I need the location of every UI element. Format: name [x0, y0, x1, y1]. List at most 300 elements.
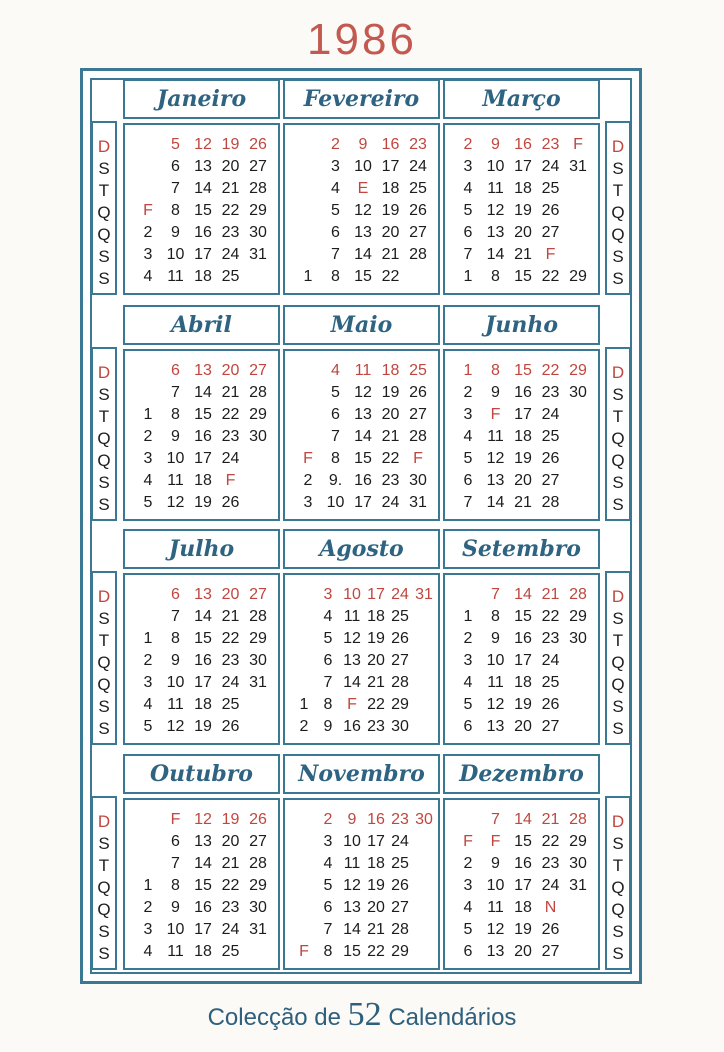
- day-number: 6: [323, 899, 333, 916]
- day-number: 26: [249, 136, 267, 153]
- day-number: 3: [463, 158, 473, 175]
- day-number: 8: [171, 877, 180, 894]
- day-number: 30: [409, 472, 427, 489]
- day-number: 25: [391, 608, 409, 625]
- day-number: 12: [486, 696, 505, 713]
- day-number: 18: [514, 428, 532, 445]
- day-number: 5: [463, 696, 473, 713]
- month-grid-março: [443, 123, 600, 295]
- day-number: 1: [463, 268, 473, 285]
- day-number: 15: [514, 608, 532, 625]
- day-number: 29: [569, 608, 587, 625]
- day-number: 29: [249, 630, 267, 647]
- weekday-letter: S: [98, 922, 110, 941]
- day-number: 13: [194, 362, 212, 379]
- weekday-column-right: [605, 796, 631, 970]
- weekday-letter: Q: [97, 900, 111, 919]
- day-number: 16: [194, 899, 212, 916]
- day-number: 29: [569, 833, 587, 850]
- weekday-letter: D: [97, 587, 111, 606]
- weekday-letter: Q: [611, 429, 625, 448]
- day-number: 10: [343, 586, 361, 603]
- day-number: 7: [463, 494, 473, 511]
- day-number: 8: [171, 630, 180, 647]
- day-number: 11: [343, 855, 361, 872]
- day-number: 28: [391, 921, 409, 938]
- day-number: 22: [221, 202, 240, 219]
- day-number: 6: [463, 224, 473, 241]
- day-number: 10: [166, 674, 185, 691]
- day-number: 31: [249, 674, 267, 691]
- day-number: 24: [541, 158, 560, 175]
- day-number: 19: [514, 921, 532, 938]
- day-number: 7: [171, 384, 180, 401]
- day-number: 18: [194, 696, 212, 713]
- weekday-letter: S: [98, 247, 110, 266]
- day-number: 11: [167, 696, 184, 713]
- day-number: 8: [491, 268, 500, 285]
- day-number: 20: [221, 586, 240, 603]
- day-number: 21: [514, 246, 532, 263]
- day-number: 21: [221, 384, 240, 401]
- day-number: 8: [491, 362, 500, 379]
- day-number: 10: [486, 158, 505, 175]
- weekday-letter: S: [612, 495, 624, 514]
- month-title: Dezembro: [443, 754, 600, 794]
- month-grid-janeiro: [123, 123, 280, 295]
- day-number: 30: [569, 630, 587, 647]
- weekday-letter: Q: [97, 429, 111, 448]
- weekday-letter: T: [98, 181, 110, 200]
- day-number: 3: [323, 833, 333, 850]
- day-number: 8: [171, 202, 180, 219]
- day-number: 1: [303, 268, 313, 285]
- day-number: 18: [381, 362, 400, 379]
- day-number: 27: [541, 718, 560, 735]
- weekday-letter: S: [98, 159, 110, 178]
- day-number: 6: [171, 833, 180, 850]
- day-number: 30: [249, 428, 267, 445]
- day-number: 14: [343, 674, 361, 691]
- day-number: 29: [569, 362, 587, 379]
- day-number: 8: [331, 450, 340, 467]
- day-number: 22: [221, 406, 240, 423]
- weekday-letter: S: [98, 385, 110, 404]
- day-number: 13: [343, 652, 361, 669]
- weekday-letter: S: [612, 159, 624, 178]
- day-number: 7: [491, 811, 500, 828]
- weekday-letter: T: [612, 407, 624, 426]
- month-title: Junho: [443, 305, 600, 345]
- day-number: F: [143, 202, 153, 219]
- day-number: 7: [171, 608, 180, 625]
- day-number: 12: [486, 921, 505, 938]
- day-number: 7: [463, 246, 473, 263]
- day-number: 7: [171, 180, 180, 197]
- day-number: 6: [463, 472, 473, 489]
- day-number: 10: [354, 158, 372, 175]
- day-number: 12: [486, 450, 505, 467]
- footer-suffix: Calendários: [388, 1004, 517, 1031]
- day-number: 4: [323, 855, 333, 872]
- day-number: 20: [367, 899, 385, 916]
- day-number: 20: [221, 833, 240, 850]
- day-number: 5: [331, 384, 340, 401]
- day-number: 5: [323, 877, 333, 894]
- day-number: 16: [194, 652, 212, 669]
- day-number: 18: [194, 268, 212, 285]
- day-number: 15: [194, 406, 212, 423]
- day-number: 17: [194, 450, 212, 467]
- weekday-letter: S: [98, 719, 110, 738]
- day-number: 3: [463, 652, 473, 669]
- weekday-column-left: [91, 121, 117, 295]
- day-number: 11: [167, 268, 184, 285]
- month-title: Janeiro: [123, 79, 280, 119]
- month-grid-novembro: [283, 798, 440, 970]
- day-number: 30: [249, 899, 267, 916]
- day-number: 31: [249, 921, 267, 938]
- day-number: 2: [143, 428, 153, 445]
- day-number: 19: [514, 696, 532, 713]
- day-number: 29: [569, 268, 587, 285]
- day-number: 2: [331, 136, 340, 153]
- day-number: 6: [171, 362, 180, 379]
- day-number: 25: [409, 180, 427, 197]
- day-number: 29: [249, 202, 267, 219]
- day-number: 24: [391, 833, 409, 850]
- day-number: 16: [514, 630, 532, 647]
- day-number: 16: [514, 384, 532, 401]
- month-grid-maio: [283, 349, 440, 521]
- day-number: 3: [303, 494, 313, 511]
- day-number: 7: [491, 586, 500, 603]
- day-number: 12: [354, 384, 372, 401]
- day-number: 11: [354, 362, 372, 379]
- day-number: 25: [221, 696, 240, 713]
- day-number: 11: [167, 472, 184, 489]
- weekday-letter: T: [98, 631, 110, 650]
- day-number: 23: [221, 652, 240, 669]
- weekday-letter: S: [612, 922, 624, 941]
- day-number: 9: [171, 899, 180, 916]
- day-number: 21: [514, 494, 532, 511]
- day-number: 14: [354, 246, 372, 263]
- day-number: 17: [194, 921, 212, 938]
- day-number: 28: [569, 811, 587, 828]
- day-number: 12: [343, 630, 361, 647]
- day-number: 28: [249, 608, 267, 625]
- weekday-letter: Q: [97, 203, 111, 222]
- day-number: 6: [331, 224, 340, 241]
- day-number: 14: [343, 921, 361, 938]
- day-number: 3: [323, 586, 333, 603]
- day-number: 10: [486, 652, 505, 669]
- day-number: 3: [463, 406, 473, 423]
- month-title: Março: [443, 79, 600, 119]
- day-number: 26: [409, 202, 427, 219]
- weekday-letter: T: [612, 856, 624, 875]
- day-number: 2: [143, 652, 153, 669]
- day-number: 29: [391, 696, 409, 713]
- day-number: 21: [221, 855, 240, 872]
- day-number: 30: [249, 224, 267, 241]
- day-number: 27: [249, 362, 267, 379]
- weekday-letter: S: [612, 944, 624, 963]
- day-number: 17: [367, 586, 385, 603]
- day-number: 5: [331, 202, 340, 219]
- day-number: 3: [143, 246, 153, 263]
- calendar-year: 1986: [307, 15, 417, 64]
- day-number: 23: [221, 224, 240, 241]
- day-number: 25: [541, 180, 560, 197]
- day-number: 10: [343, 833, 361, 850]
- weekday-letter: S: [98, 269, 110, 288]
- weekday-letter: S: [98, 697, 110, 716]
- day-number: 21: [541, 586, 560, 603]
- day-number: 31: [415, 586, 433, 603]
- day-number: 7: [331, 428, 340, 445]
- day-number: 16: [367, 811, 385, 828]
- day-number: F: [463, 833, 473, 850]
- weekday-letter: T: [612, 631, 624, 650]
- day-number: 14: [194, 384, 212, 401]
- day-number: 20: [367, 652, 385, 669]
- day-number: 5: [143, 494, 153, 511]
- day-number: 13: [194, 158, 212, 175]
- month-grid-fevereiro: [283, 123, 440, 295]
- month-title: Novembro: [283, 754, 440, 794]
- day-number: 5: [143, 718, 153, 735]
- weekday-letter: D: [611, 812, 625, 831]
- day-number: 17: [514, 406, 532, 423]
- day-number: 8: [171, 406, 180, 423]
- weekday-letter: S: [612, 609, 624, 628]
- day-number: 18: [381, 180, 400, 197]
- day-number: 4: [463, 180, 473, 197]
- day-number: 12: [354, 202, 372, 219]
- day-number: F: [573, 136, 583, 153]
- day-number: 13: [354, 224, 372, 241]
- day-number: 22: [381, 450, 400, 467]
- day-number: 2: [143, 224, 153, 241]
- day-number: 7: [331, 246, 340, 263]
- weekday-column-right: [605, 121, 631, 295]
- day-number: 17: [514, 158, 532, 175]
- day-number: 16: [354, 472, 372, 489]
- day-number: 28: [569, 586, 587, 603]
- day-number: 28: [391, 674, 409, 691]
- day-number: 27: [249, 158, 267, 175]
- day-number: 30: [569, 384, 587, 401]
- day-number: 20: [381, 224, 400, 241]
- weekday-column-left: [91, 571, 117, 745]
- day-number: 23: [221, 899, 240, 916]
- day-number: 25: [409, 362, 427, 379]
- day-number: 15: [194, 877, 212, 894]
- weekday-letter: S: [612, 247, 624, 266]
- day-number: 4: [143, 268, 153, 285]
- day-number: 11: [487, 180, 504, 197]
- day-number: 7: [323, 921, 333, 938]
- day-number: F: [347, 696, 357, 713]
- day-number: 26: [391, 630, 409, 647]
- day-number: F: [413, 450, 423, 467]
- day-number: 9: [491, 136, 500, 153]
- day-number: 13: [354, 406, 372, 423]
- day-number: 22: [221, 877, 240, 894]
- day-number: 23: [541, 630, 560, 647]
- day-number: 12: [166, 718, 185, 735]
- weekday-letter: Q: [97, 878, 111, 897]
- day-number: 18: [514, 180, 532, 197]
- day-number: 19: [514, 202, 532, 219]
- day-number: 18: [514, 674, 532, 691]
- day-number: 13: [194, 833, 212, 850]
- day-number: 12: [194, 811, 212, 828]
- day-number: 20: [514, 224, 532, 241]
- day-number: 26: [541, 921, 560, 938]
- day-number: 1: [299, 696, 309, 713]
- day-number: 27: [541, 224, 560, 241]
- day-number: F: [170, 811, 181, 828]
- day-number: 19: [381, 384, 400, 401]
- weekday-letter: S: [98, 944, 110, 963]
- weekday-letter: Q: [611, 225, 625, 244]
- weekday-letter: S: [612, 269, 624, 288]
- day-number: 8: [331, 268, 340, 285]
- day-number: 12: [343, 877, 361, 894]
- day-number: 16: [514, 855, 532, 872]
- day-number: 17: [354, 494, 372, 511]
- day-number: 15: [354, 268, 372, 285]
- day-number: 24: [221, 450, 240, 467]
- weekday-letter: Q: [611, 878, 625, 897]
- day-number: 31: [409, 494, 427, 511]
- weekday-letter: D: [97, 363, 111, 382]
- day-number: 18: [367, 855, 385, 872]
- day-number: 2: [463, 630, 473, 647]
- day-number: 12: [166, 494, 185, 511]
- day-number: 5: [323, 630, 333, 647]
- day-number: 18: [194, 472, 212, 489]
- weekday-letter: S: [612, 697, 624, 716]
- day-number: 18: [194, 943, 212, 960]
- day-number: 14: [514, 586, 532, 603]
- day-number: 30: [249, 652, 267, 669]
- day-number: 16: [514, 136, 532, 153]
- day-number: 25: [391, 855, 409, 872]
- day-number: 30: [569, 855, 587, 872]
- day-number: 27: [391, 652, 409, 669]
- weekday-letter: S: [612, 385, 624, 404]
- day-number: 21: [367, 921, 385, 938]
- weekday-column-right: [605, 347, 631, 521]
- weekday-column-left: [91, 796, 117, 970]
- day-number: 4: [463, 899, 473, 916]
- day-number: 23: [367, 718, 385, 735]
- day-number: 28: [409, 428, 427, 445]
- day-number: 19: [514, 450, 532, 467]
- day-number: 21: [367, 674, 385, 691]
- month-grid-outubro: [123, 798, 280, 970]
- day-number: 9: [323, 718, 333, 735]
- weekday-letter: S: [98, 495, 110, 514]
- day-number: 11: [167, 943, 184, 960]
- day-number: 22: [541, 362, 560, 379]
- footer-prefix: Colecção de: [207, 1004, 341, 1031]
- weekday-letter: D: [97, 812, 111, 831]
- day-number: 21: [221, 608, 240, 625]
- day-number: 6: [171, 158, 180, 175]
- day-number: 21: [221, 180, 240, 197]
- day-number: 24: [391, 586, 409, 603]
- weekday-letter: S: [98, 834, 110, 853]
- day-number: 28: [541, 494, 560, 511]
- day-number: 22: [221, 630, 240, 647]
- day-number: 28: [249, 855, 267, 872]
- day-number: 13: [194, 586, 212, 603]
- day-number: 3: [331, 158, 340, 175]
- day-number: 26: [541, 696, 560, 713]
- day-number: 16: [381, 136, 400, 153]
- day-number: 31: [249, 246, 267, 263]
- day-number: 15: [194, 630, 212, 647]
- day-number: 15: [514, 833, 532, 850]
- day-number: 12: [486, 202, 505, 219]
- day-number: 24: [541, 652, 560, 669]
- day-number: 19: [367, 877, 385, 894]
- day-number: 29: [249, 877, 267, 894]
- day-number: 26: [391, 877, 409, 894]
- day-number: 27: [409, 406, 427, 423]
- day-number: 9: [491, 630, 500, 647]
- day-number: 4: [323, 608, 333, 625]
- day-number: 26: [541, 450, 560, 467]
- month-title: Setembro: [443, 529, 600, 569]
- weekday-column-left: [91, 347, 117, 521]
- day-number: F: [225, 472, 236, 489]
- day-number: 27: [249, 586, 267, 603]
- weekday-letter: D: [611, 137, 625, 156]
- weekday-letter: Q: [97, 451, 111, 470]
- day-number: 19: [221, 136, 240, 153]
- day-number: 21: [381, 246, 400, 263]
- day-number: 26: [249, 811, 267, 828]
- day-number: 28: [249, 180, 267, 197]
- day-number: 16: [194, 428, 212, 445]
- day-number: 13: [486, 943, 505, 960]
- weekday-letter: Q: [611, 451, 625, 470]
- weekday-letter: S: [98, 609, 110, 628]
- day-number: 9: [491, 855, 500, 872]
- day-number: 26: [409, 384, 427, 401]
- day-number: 2: [299, 718, 309, 735]
- day-number: 24: [409, 158, 427, 175]
- day-number: F: [490, 833, 501, 850]
- day-number: 4: [143, 696, 153, 713]
- day-number: 25: [541, 428, 560, 445]
- weekday-letter: Q: [611, 653, 625, 672]
- day-number: N: [544, 899, 557, 916]
- day-number: 23: [381, 472, 400, 489]
- day-number: 20: [381, 406, 400, 423]
- month-title: Julho: [123, 529, 280, 569]
- month-grid-setembro: [443, 573, 600, 745]
- day-number: 3: [463, 877, 473, 894]
- day-number: 22: [541, 833, 560, 850]
- day-number: 2: [303, 472, 313, 489]
